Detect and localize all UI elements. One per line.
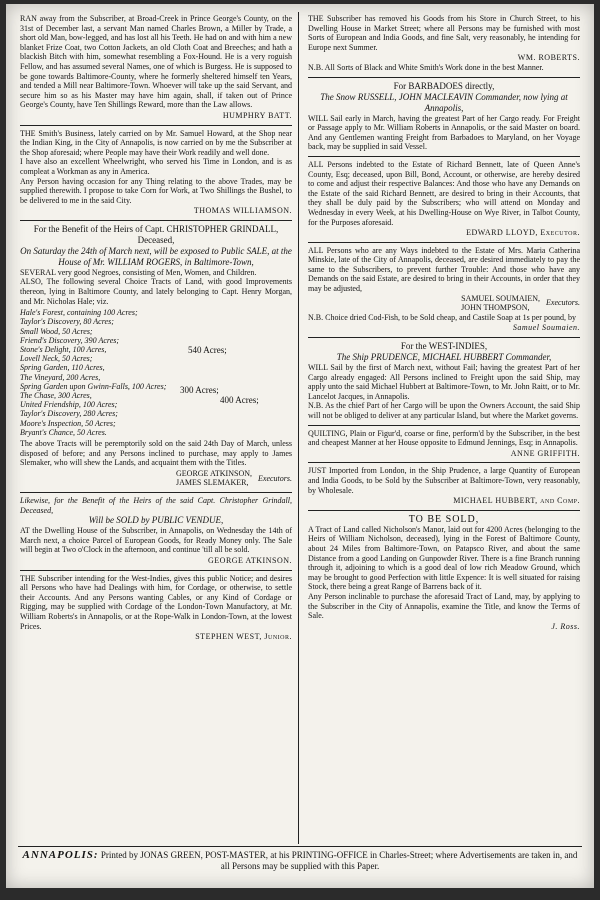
runaway-servant-ad: [20, 14, 292, 121]
brace-label: 540 Acres;: [188, 345, 227, 356]
land-tract-item: The Vineyard, 200 Acres,: [20, 372, 101, 382]
colophon-place: ANNAPOLIS:: [22, 849, 99, 861]
ad-signature: ANNE GRIFFITH.: [510, 448, 580, 458]
west-indies-voyage-ad: [308, 341, 580, 421]
ad-body: ALSO, The following several Choice Tracts of Land, with good Improvements thereon, lying in Baltimore County, and lately belonging to Capt. Henry Morgan, and Mr. Nicholas Hale; viz.: [20, 277, 292, 306]
land-tract-item: Lovell Neck, 50 Acres;: [20, 354, 93, 364]
ad-heading: TO BE SOLD,: [408, 513, 480, 525]
ad-subheading: The Ship PRUDENCE, MICHAEL HUBBERT Commander,: [336, 352, 552, 363]
ad-note: N.B. Choice dried Cod-Fish, to be Sold cheap, and Castile Soap at 1s per pound, by: [308, 312, 576, 322]
land-tract-item: Bryant's Chance, 50 Acres.: [20, 427, 107, 437]
ad-body: THE Smith's Business, lately carried on by Mr. Samuel Howard, at the Shop near the Indian King, in the City of Annapolis, is now carried on by me the Subscriber at the Shop aforesaid; where People may have their Work readily and well done.: [20, 128, 292, 157]
land-tract-item: Spring Garden, 110 Acres,: [20, 363, 105, 373]
ad-divider: [308, 425, 580, 426]
colophon: [18, 846, 582, 872]
land-tract-item: Spring Garden upon Gwinn-Falls, 100 Acres;: [20, 381, 167, 391]
ad-divider: [308, 242, 580, 243]
imported-goods-ad: [308, 466, 580, 505]
executor-name: GEORGE ATKINSON,: [176, 468, 252, 478]
ad-divider: [20, 492, 292, 493]
ad-signature: EDWARD LLOYD, Executor.: [466, 228, 580, 238]
ad-body: I have also an excellent Wheelwright, who served his Time in London, and is as compleat a Workman as any in America.: [20, 157, 292, 176]
colophon-text: Printed by JONAS GREEN, POST-MASTER, at his PRINTING-OFFICE in Charles-Street; where Advertisements are taken in, and all Persons may be supplied with this Paper.: [100, 850, 578, 871]
ad-signature: THOMAS WILLIAMSON.: [193, 206, 292, 216]
right-column: [308, 14, 580, 634]
land-sale-ad: [308, 514, 580, 632]
ad-note: N.B. All Sorts of Black and White Smith's Work done in the best Manner.: [308, 62, 544, 72]
ad-signature: MICHAEL HUBBERT, and Comp.: [453, 496, 580, 506]
ad-subheading: Will be SOLD by PUBLIC VENDUE,: [88, 515, 224, 526]
ad-signature: GEORGE ATKINSON.: [208, 556, 292, 566]
ad-heading: For the Benefit of the Heirs of Capt. CHRISTOPHER GRINDALL, Deceased,: [33, 223, 279, 245]
barbadoes-voyage-ad: [308, 81, 580, 152]
ad-divider: [20, 570, 292, 571]
ad-divider: [308, 337, 580, 338]
ad-signature: HUMPHRY BATT.: [222, 110, 292, 120]
executors-label: Executors.: [258, 473, 292, 483]
ad-body: ALL Persons who are any Ways indebted to the Estate of Mrs. Maria Catherina Minskie, late of the City of Annapolis, deceased, are desired immediately to pay the same to the Subscribers, to prevent further Trouble: And those who have any Demands on the said Estate, are desired to bring in their Accounts, in order that they may be adjusted,: [308, 245, 580, 294]
land-tract-item: Taylor's Discovery, 280 Acres;: [20, 409, 118, 419]
ad-note: N.B. As the chief Part of her Cargo will be upon the Owners Account, the said Ship will not be obliged to deliver at any particular Island, but where the Market governs.: [308, 401, 580, 420]
ad-divider: [20, 220, 292, 221]
land-tract-item: Taylor's Discovery, 80 Acres;: [20, 317, 114, 327]
ad-heading: Likewise, for the Benefit of the Heirs of the said Capt. Christopher Grindall, Deceased,: [20, 496, 292, 515]
ad-body: THE Subscriber has removed his Goods from his Store in Church Street, to his Dwelling House in Market Street; where all Persons may be furnished with most Sorts of European and India Goods, and fine Salt, very reasonably, he intending for Europe next Summer.: [308, 14, 580, 52]
ad-heading: For the WEST-INDIES,: [400, 341, 488, 352]
executor-name: JAMES SLEMAKER,: [176, 478, 249, 488]
ad-divider: [20, 125, 292, 126]
left-column: [20, 14, 292, 645]
ad-body: Any Person having occasion for any Thing relating to the above Trades, may be supplied therewith. I propose to take Corn for Work, at Two Shillings the Bushel, to be delivered to me in the said City.: [20, 176, 292, 205]
ad-body: WILL Sail early in March, having the greatest Part of her Cargo ready. For Freight or Passage apply to Mr. William Roberts in Annapolis, or the said Master on board. And any Gentlemen wanting Freight from Barbadoes to Maryland, on her Voyage back, may be supplied in said Vessel.: [308, 113, 580, 152]
newspaper-page: [6, 4, 594, 888]
ad-divider: [308, 510, 580, 511]
land-tract-item: The Chase, 300 Acres,: [20, 391, 92, 401]
minskie-estate-ad: [308, 246, 580, 333]
ad-body: THE Subscriber intending for the West-Indies, gives this public Notice; and desires all Persons who have had Dealings with him, for Cordage, or otherwise, to settle their Accounts. And any Persons wanting Cables, or any Kind of Cordage or Rigging, may be supplied with Cordage of the London-Town Manufactory, at Mr. William Roberts's in Annapolis, or at the Rope-Walk in London-Town, at the lowest Prices.: [20, 573, 292, 631]
ad-body: AT the Dwelling House of the Subscriber, in Annapolis, on Wednesday the 14th of March next, a choice Parcel of European Goods, for Ready Money only. The Sale will begin at Two o'Clock in the afternoon, and continue 'till all be sold.: [20, 526, 292, 555]
land-tract-item: United Friendship, 100 Acres;: [20, 400, 118, 410]
bennett-estate-ad: [308, 160, 580, 238]
ad-body: QUILTING, Plain or Figur'd, coarse or fine, perform'd by the Subscriber, in the best and cheapest Manner at her House opposite to Edmund Jennings, Esq; in Annapolis.: [308, 428, 580, 448]
roberts-store-ad: [308, 14, 580, 73]
quilting-ad: [308, 429, 580, 459]
ad-body: The above Tracts will be peremptorily sold on the said 24th Day of March, unless disposed of before; and any Persons inclined to purchase, may apply to James Slemaker, who will shew the Lands, and acquaint them with the Titles.: [20, 439, 292, 468]
ad-body: A Tract of Land called Nicholson's Manor, laid out for 4200 Acres (belonging to the Heirs of William Nicholson, deceased), lying in the Forest of Baltimore County, about 24 Miles from Baltimore-Town, on Patapsco River, and about the same Distance from a good Landing on Gunpowder River. There is a fine Branch running through it, adjoining to which is a good deal of low rich Meadow Ground, which may be brought to good Perfection with little Expence: It is well situated for raising Stock, there being a great Range of Barrens back of it.: [308, 524, 580, 592]
ad-body: Any Person inclinable to purchase the aforesaid Tract of Land, may, by applying to the Subscriber in the City of Annapolis, examine the Title, and know the Terms of Sale.: [308, 591, 580, 621]
smith-business-ad: [20, 129, 292, 216]
land-tract-item: Friend's Discovery, 390 Acres;: [20, 335, 120, 345]
brace-label: 400 Acres;: [220, 395, 259, 406]
ad-body: SEVERAL very good Negroes, consisting of Men, Women, and Children.: [20, 267, 257, 277]
ad-subheading: The Snow RUSSELL, JOHN MACLEAVIN Commander, now lying at Annapolis,: [320, 91, 568, 113]
land-tract-item: Stone's Delight, 100 Acres,: [20, 345, 107, 355]
executor-name: JOHN THOMPSON,: [461, 303, 530, 313]
ad-body: ALL Persons indebted to the Estate of Richard Bennett, late of Queen Anne's County, Esq; deceased, upon Bill, Bond, Account, or otherwise, are hereby desired to come and adjust their respective Balances: And those who have any Demands on the Estate of the said Richard Bennett, are desired to bring in their Accounts, that they shall be duly paid by the Subscribers; who will attend on Monday and Wednesday in every Week, at his Dwelling-House on Wye River, in Talbot County, for the Purposes aforesaid.: [308, 159, 580, 227]
land-tract-item: Moore's Inspection, 50 Acres;: [20, 418, 116, 428]
ad-signature: J. Ross.: [551, 621, 580, 631]
ad-body: RAN away from the Subscriber, at Broad-Creek in Prince George's County, on the 31st of December last, a servant Man named Charles Brown, a Miller by Trade, a short old Man, bow-legged, and has lost all his Teeth. He had on and with him a new blanket Frize Coat, two Cotton Jackets, an old Cloth Coat and Breeches; and hath a blackish Bitch with him, somewhat resembling a Fox-Hound. He is a very roguish Fellow, and has assumed several Names, one of which is Burgess. He is supposed to be gone towards Baltimore-County, where he formerly sheltered himself ten Years, and tended a Mill near Baltimore-Town. Whoever will take up the said Servant, and secure him so as his Master may have him again, shall, if taken out of Prince George's County, have Ten Shillings Reward, more than the Law allows.: [20, 14, 292, 110]
executor-name: SAMUEL SOUMAIEN,: [461, 293, 540, 303]
ad-divider: [308, 462, 580, 463]
ad-subheading: On Saturday the 24th of March next, will be exposed to Public SALE, at the House of Mr. WILLIAM ROGERS, in Baltimore-Town,: [20, 245, 292, 267]
ad-body: WILL Sail by the first of March next, without Fail; having the greatest Part of her Cargo already engaged: All Persons inclined to Freight upon the said Ship, may apply unto the said Michael Hubbert at Baltimore-Town, to Mr. John Raitt, or to Mr. Lancelot Jacques, in Annapolis.: [308, 363, 580, 401]
ad-heading: For BARBADOES directly,: [393, 80, 495, 91]
brace-label: 300 Acres;: [180, 385, 219, 396]
ad-signature: WM. ROBERTS.: [517, 53, 580, 63]
ad-signature: Samuel Soumaien.: [512, 323, 580, 333]
ad-divider: [308, 156, 580, 157]
ad-divider: [308, 77, 580, 78]
land-tract-item: Small Wood, 50 Acres;: [20, 326, 93, 336]
land-tract-item: Hale's Forest, containing 100 Acres;: [20, 308, 138, 318]
ad-body: JUST Imported from London, in the Ship Prudence, a large Quantity of European and India Goods, to be Sold by the Subscriber at Baltimore-Town, very reasonably, by Wholesale.: [308, 466, 580, 495]
vendue-sale-ad: [20, 496, 292, 566]
grindall-sale-ad: [20, 224, 292, 488]
column-divider: [298, 12, 299, 844]
land-tract-list: [20, 308, 292, 437]
ad-signature: STEPHEN WEST, Junior.: [195, 632, 292, 642]
cordage-ad: [20, 574, 292, 642]
executors-label: Executors.: [546, 298, 580, 308]
